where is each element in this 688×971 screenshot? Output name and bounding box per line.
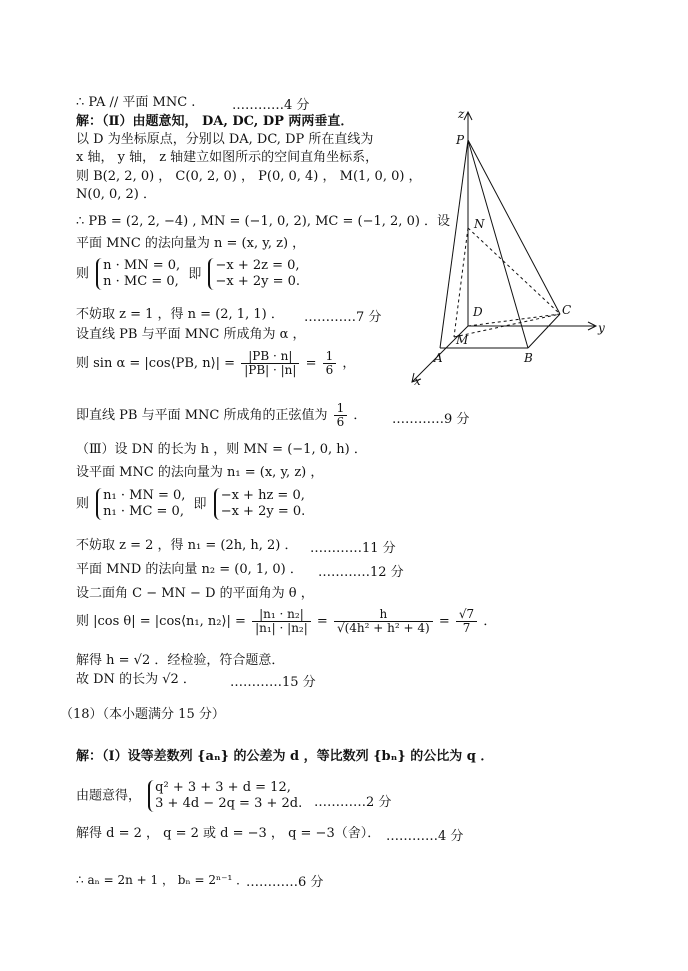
line-normal-vector: 平面 MNC 的法向量为 n = (x, y, z) ，: [76, 236, 306, 251]
label-y: y: [598, 321, 605, 335]
score-mark: …………15 分: [230, 675, 316, 690]
line-normal-vector-n1: 设平面 MNC 的法向量为 n₁ = (x, y, z) ，: [76, 465, 324, 480]
label-b: B: [524, 351, 533, 365]
label-x: x: [414, 374, 421, 388]
edge-bc: [528, 314, 560, 348]
line-vectors: ∴ PB = (2, 2, −4) , MN = (−1, 0, 2), MC = (−1, 2, 0) ．设: [76, 214, 451, 229]
line-choose-z1: 不妨取 z = 1 ，得 n = (2, 1, 1) ．: [76, 307, 284, 322]
score-mark: …………2 分: [314, 795, 392, 810]
score-mark: …………11 分: [310, 541, 396, 556]
label-a: A: [434, 351, 443, 365]
score-mark: …………7 分: [304, 310, 382, 325]
score-mark: …………4 分: [386, 829, 464, 844]
segment-nm: [454, 228, 468, 337]
equation-sin-alpha: 则 sin α = |cos⟨PB, n⟩| = $\frac{|PB \cdot n|}{|PB| \cdot |n|}$ = $\frac{1}{6}$ ，: [76, 349, 356, 377]
question-18-header: （18）（本小题满分 15 分）: [60, 707, 225, 722]
line-point-n: N(0, 0, 2) ．: [76, 187, 156, 202]
equation-cos-theta: 则 |cos θ| = |cos⟨n₁, n₂⟩| = $\frac{\text{|n₁ · n₂|}}{\text{|n₁| · |n₂|}}$ = $\frac{h}{\text{√(4h² + h² + 4)}}$ = $\frac{√7}{7}$ ．: [76, 607, 497, 635]
line-coord-origin: 以 D 为坐标原点，分别以 DA, DC, DP 所在直线为: [76, 132, 374, 147]
score-mark: …………6 分: [246, 875, 324, 890]
score-mark: …………12 分: [318, 565, 404, 580]
line-sine-value: 即直线 PB 与平面 MNC 所成角的正弦值为 $\frac{1}{6}$ ．: [76, 401, 367, 429]
equation-system-1: 则 n · MN = 0, n · MC = 0, 即 −x + 2z = 0, −x + 2y = 0.: [76, 258, 301, 289]
line-normal-mnd: 平面 MND 的法向量 n₂ = (0, 1, 0) ．: [76, 562, 303, 577]
line-points: 则 B(2, 2, 0) ， C(0, 2, 0) ， P(0, 0, 4) ， M(1, 0, 0) ，: [76, 169, 422, 184]
q18-solution-intro: 解：（Ⅰ）设等差数列 {aₙ} 的公差为 d ，等比数列 {bₙ} 的公比为 q ．: [76, 749, 494, 764]
label-p: P: [456, 133, 465, 147]
line-part3-intro: （Ⅲ）设 DN 的长为 h ，则 MN = (−1, 0, h) ．: [76, 442, 367, 457]
line-choose-z2: 不妨取 z = 2 ，得 n₁ = (2h, h, 2) ．: [76, 538, 298, 553]
score-mark: …………4 分: [232, 98, 310, 113]
line-pa-parallel: ∴ PA // 平面 MNC .: [76, 95, 196, 110]
label-m: M: [456, 333, 469, 347]
line-axes: x 轴， y 轴， z 轴建立如图所示的空间直角坐标系，: [76, 150, 379, 165]
equation-system-2: 则 n₁ · MN = 0, n₁ · MC = 0, 即 −x + hz = 0, −x + 2y = 0.: [76, 488, 306, 519]
q18-equation-system: 由题意得， q² + 3 + 3 + d = 12, 3 + 4d − 2q = 3 + 2d.: [76, 780, 303, 811]
line-part2-intro: 解：（Ⅱ）由题意知， DA, DC, DP 两两垂直．: [76, 114, 354, 129]
label-d: D: [473, 305, 483, 319]
q18-general-terms: ∴ aₙ = 2n + 1 ， bₙ = 2ⁿ⁻¹ ．: [76, 873, 249, 887]
score-mark: …………9 分: [392, 412, 470, 427]
line-solve-h: 解得 h = √2 ．经检验，符合题意．: [76, 653, 285, 668]
pyramid-figure: [400, 100, 615, 390]
edge-pa: [440, 140, 468, 348]
line-dn-length: 故 DN 的长为 √2 ．: [76, 672, 196, 687]
line-dihedral-angle: 设二面角 C − MN − D 的平面角为 θ ，: [76, 586, 314, 601]
label-c: C: [562, 303, 572, 317]
label-z: z: [458, 107, 465, 121]
line-angle-alpha: 设直线 PB 与平面 MNC 所成角为 α ，: [76, 327, 306, 342]
q18-solve-result: 解得 d = 2 ， q = 2 或 d = −3 ， q = −3（舍）．: [76, 826, 381, 841]
label-n: N: [474, 217, 485, 231]
